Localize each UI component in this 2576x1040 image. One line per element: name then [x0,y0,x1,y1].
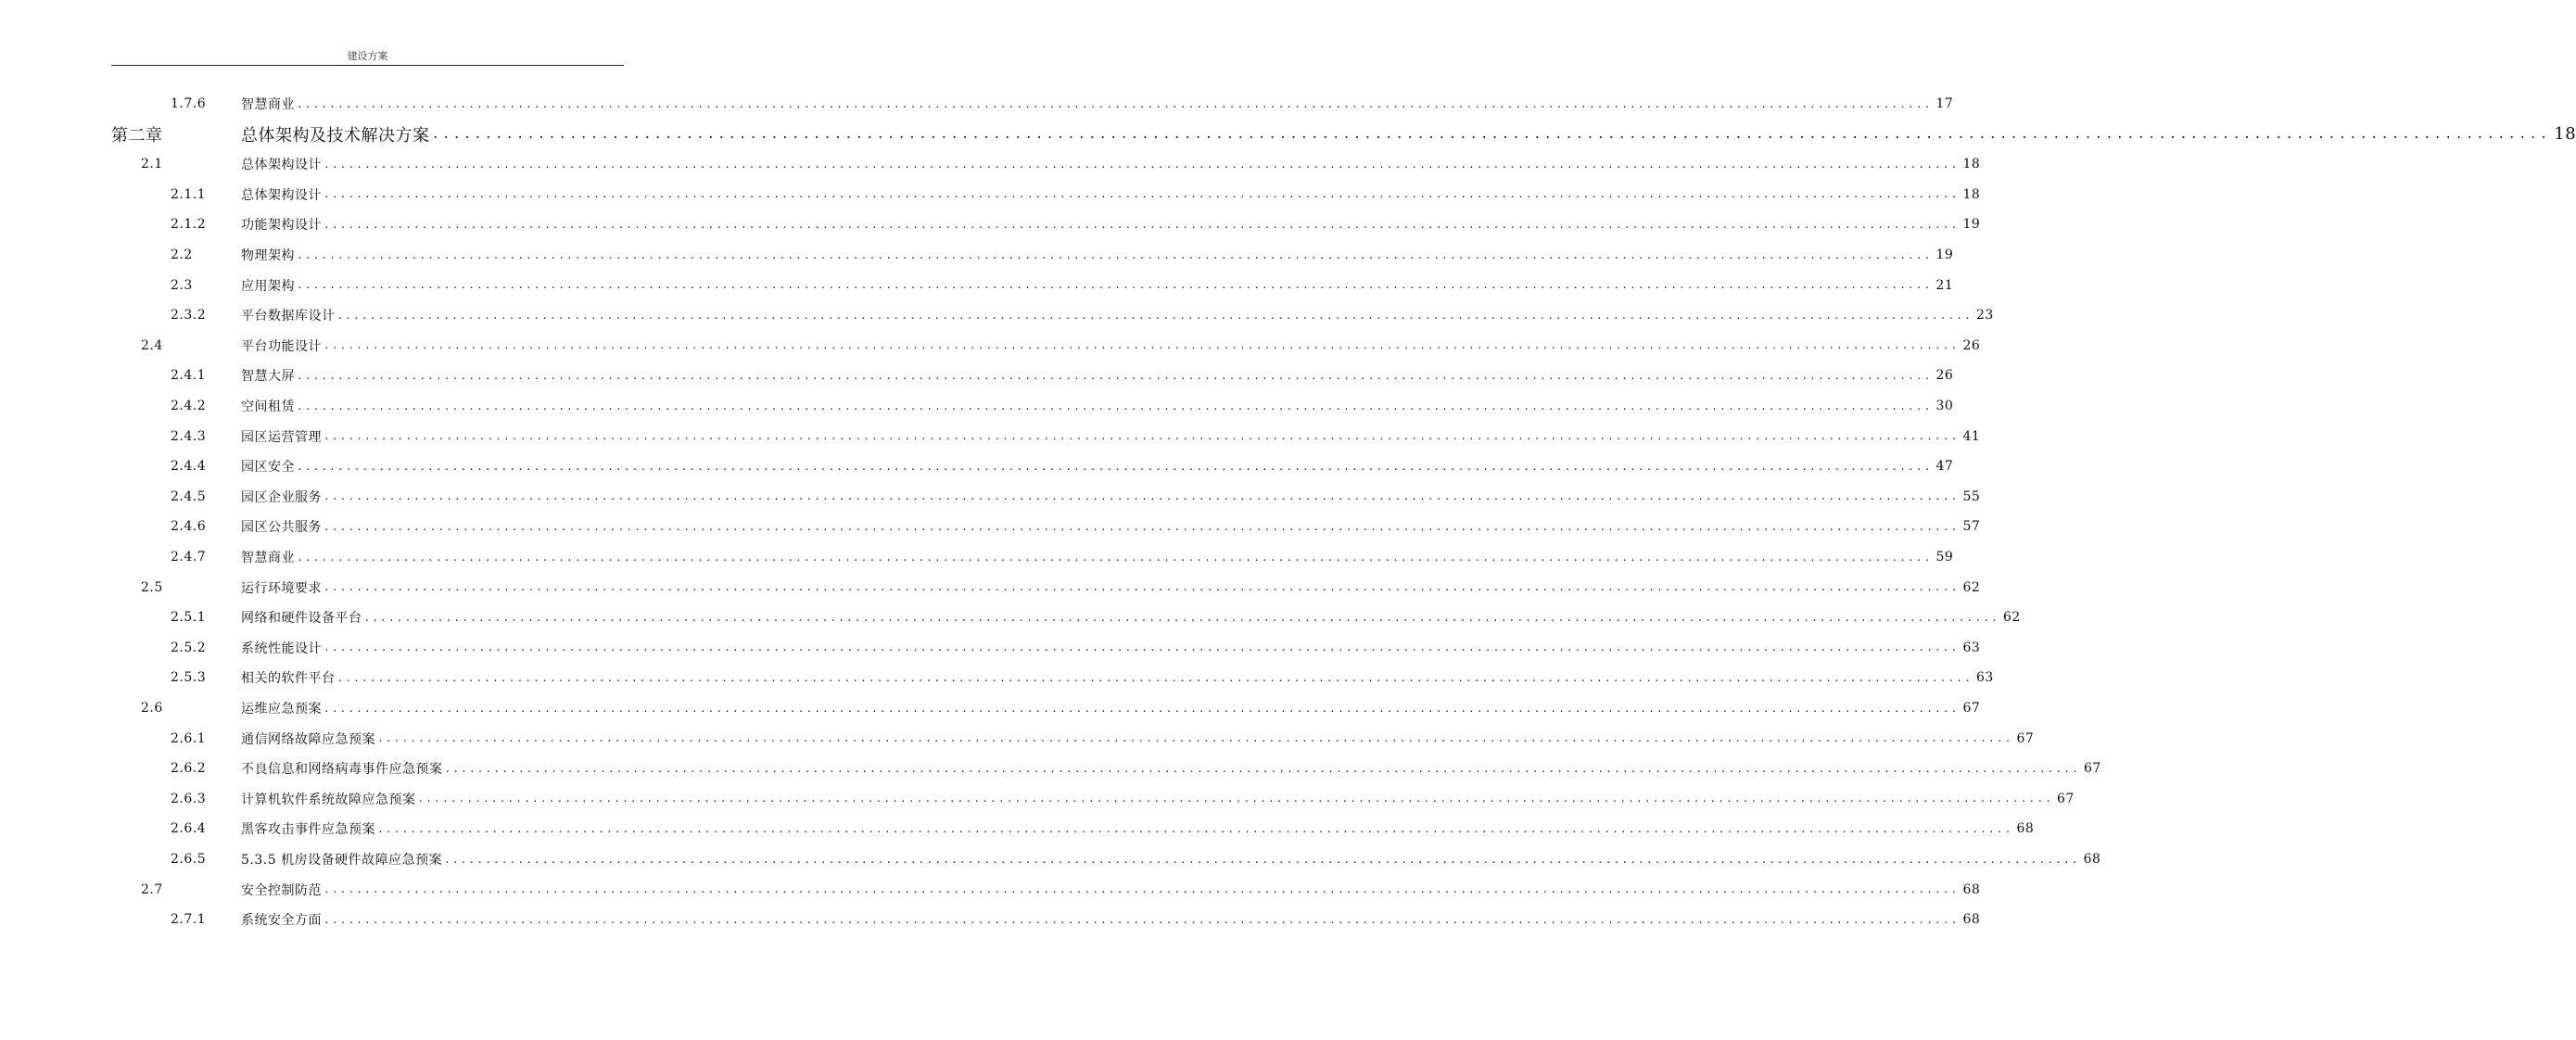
toc-entry-page-number: 17 [1935,96,1954,111]
dot-leader: ........................................................................................................................................................................................................ [377,822,2013,835]
dot-leader: ........................................................................................................................................................................................................ [363,611,2000,624]
toc-entry[interactable] [0,754,2101,783]
toc-entry-number: 2.5.1 [171,610,207,626]
dot-leader: ........................................................................................................................................................................................................ [324,430,1960,443]
toc-entry-page-number: 59 [1935,550,1954,564]
dot-leader: ........................................................................................................................................................................................................ [444,762,2081,775]
toc-entry-line [241,517,1981,536]
toc-entry-page-number: 26 [1962,337,1981,353]
toc-entry-title: 通信网络故障应急预案 [241,731,375,747]
toc-entry-page-number: 63 [1976,670,1994,686]
dot-leader: ........................................................................................................................................................................................................ [297,279,1933,292]
toc-entry-title: 安全控制防范 [241,882,322,898]
dot-leader: ........................................................................................................................................................................................................ [297,248,1933,261]
toc-entry-page-number: 19 [1962,217,1981,233]
toc-entry-page-number: 57 [1962,519,1981,535]
toc-entry-title: 黑客攻击事件应急预案 [241,822,375,838]
toc-entry-title: 系统安全方面 [241,913,322,929]
toc-entry-page-number: 55 [1962,488,1981,504]
toc-entry-line [241,819,2035,838]
dot-leader: ........................................................................................................................................................................................................ [336,309,1973,322]
toc-entry-page-number: 26 [1935,368,1954,384]
toc-entry-line [241,155,1981,173]
dot-leader: ........................................................................................................................................................................................................ [324,702,1960,715]
dot-leader: ........................................................................................................................................................................................................ [431,126,2551,142]
toc-entry-number: 2.4.6 [171,519,207,535]
toc-entry[interactable] [0,331,1981,361]
toc-entry[interactable] [0,693,1981,723]
toc-entry-title: 网络和硬件设备平台 [241,611,362,627]
toc-entry-line [241,881,1981,899]
toc-entry-number: 2.6 [141,701,163,716]
dot-leader: ........................................................................................................................................................................................................ [297,400,1933,412]
dot-leader: ........................................................................................................................................................................................................ [324,913,1960,926]
toc-entry[interactable] [0,875,1981,905]
toc-entry-title: 应用架构 [241,278,295,294]
toc-entry-number: 2.1 [141,157,163,172]
toc-chapter-entry[interactable] [0,120,2576,149]
toc-entry-page-number: 19 [1935,247,1954,262]
toc-entry-title: 总体架构设计 [241,158,322,173]
toc-entry-line [241,246,1954,264]
toc-entry-title: 相关的软件平台 [241,671,336,687]
dot-leader: ........................................................................................................................................................................................................ [324,339,1960,352]
dot-leader: ........................................................................................................................................................................................................ [324,218,1960,231]
toc-entry-number: 2.4.1 [171,368,207,384]
dot-leader: ........................................................................................................................................................................................................ [417,793,2054,805]
toc-entry-page-number: 23 [1976,308,1994,323]
toc-entry-page-number: 67 [2084,761,2101,777]
toc-entry-title: 智慧商业 [241,97,295,112]
toc-entry-line [241,276,1954,295]
dot-leader: ........................................................................................................................................................................................................ [297,551,1933,564]
toc-entry-line [241,185,1981,204]
toc-entry[interactable] [0,844,2101,874]
toc-entry-page-number: 67 [2016,730,2035,746]
toc-entry-page-number: 62 [1962,579,1981,595]
dot-leader: ........................................................................................................................................................................................................ [444,853,2080,866]
page-header: 建设方案 [347,50,388,62]
toc-entry[interactable] [0,180,1981,209]
dot-leader: ........................................................................................................................................................................................................ [297,369,1933,382]
toc-entry-title: 智慧大屏 [241,369,295,385]
toc-entry-number: 2.1.1 [171,186,207,202]
dot-leader: ........................................................................................................................................................................................................ [324,883,1960,896]
toc-entry-number: 2.3.2 [171,308,207,323]
dot-leader: ........................................................................................................................................................................................................ [324,641,1960,654]
dot-leader: ........................................................................................................................................................................................................ [324,158,1960,171]
toc-entry-title: 总体架构及技术解决方案 [241,125,430,146]
toc-entry-number: 2.4.7 [171,550,207,564]
toc-entry-number: 第二章 [111,125,163,146]
toc-entry-title: 总体架构设计 [241,187,322,203]
toc-entry-number: 2.2 [171,247,193,262]
toc-entry-number: 2.7.1 [171,912,207,928]
toc-entry-line [241,215,1981,234]
toc-entry-title: 物理架构 [241,248,295,263]
toc-entry-number: 2.5.3 [171,670,207,686]
toc-entry-page-number: 47 [1935,459,1954,475]
toc-entry-page-number: 68 [1962,912,1981,928]
toc-entry-number: 2.4 [141,337,163,353]
toc-entry-line [241,122,2576,146]
toc-entry[interactable] [0,271,1954,300]
toc-entry[interactable] [0,89,1954,119]
toc-entry[interactable] [0,482,1981,512]
toc-entry-line [241,397,1954,415]
dot-leader: ........................................................................................................................................................................................................ [297,460,1933,473]
toc-entry-number: 2.5.2 [171,640,207,655]
toc-entry-line [241,608,2021,627]
toc-entry-number: 2.4.2 [171,399,207,413]
toc-entry-number: 1.7.6 [171,96,207,111]
toc-entry-line [241,850,2101,869]
toc-entry-title: 5.3.5 机房设备硬件故障应急预案 [241,853,443,868]
toc-entry-line [241,366,1954,385]
toc-entry-line [241,578,1981,597]
toc-entry-line [241,910,1981,929]
toc-entry-line [241,668,1994,687]
dot-leader: ........................................................................................................................................................................................................ [324,520,1960,533]
toc-entry[interactable] [0,663,1994,692]
toc-entry-number: 2.6.4 [171,821,207,837]
toc-entry-number: 2.3 [171,277,193,293]
toc-entry-page-number: 30 [1935,399,1954,413]
toc-entry-page-number: 41 [1962,428,1981,444]
toc-entry-line [241,95,1954,113]
toc-entry[interactable] [0,602,2021,632]
toc-entry-number: 2.4.5 [171,488,207,504]
toc-entry-title: 系统性能设计 [241,640,322,656]
toc-entry-line [241,639,1981,657]
toc-entry-number: 2.6.2 [171,761,207,777]
toc-entry-page-number: 68 [1962,881,1981,897]
dot-leader: ........................................................................................................................................................................................................ [324,581,1960,594]
toc-entry-line [241,336,1981,355]
toc-entry-page-number: 68 [2083,852,2101,867]
header-rule [111,65,624,66]
toc-entry-title: 园区安全 [241,460,295,476]
toc-entry[interactable] [0,542,1954,572]
toc-entry[interactable] [0,784,2075,814]
toc-entry-page-number: 21 [1935,277,1954,293]
toc-entry[interactable] [0,905,1981,934]
toc-entry-number: 2.1.2 [171,217,207,233]
toc-entry[interactable] [0,300,1994,330]
toc-entry-line [241,759,2101,778]
toc-entry-title: 园区运营管理 [241,429,322,445]
toc-entry-title: 空间租赁 [241,400,295,414]
toc-entry-line [241,548,1954,566]
toc-entry-page-number: 68 [2016,821,2035,837]
toc-entry-page-number: 67 [1962,701,1981,716]
toc-entry-title: 功能架构设计 [241,218,322,234]
toc-entry-title: 平台数据库设计 [241,309,336,324]
toc-entry-line [241,488,1981,506]
toc-entry-title: 平台功能设计 [241,338,322,354]
dot-leader: ........................................................................................................................................................................................................ [324,490,1960,503]
toc-entry-page-number: 63 [1962,640,1981,655]
toc-entry-title: 计算机软件系统故障应急预案 [241,792,416,807]
toc-entry-title: 运维应急预案 [241,702,322,717]
dot-leader: ........................................................................................................................................................................................................ [324,188,1960,201]
dot-leader: ........................................................................................................................................................................................................ [336,671,1973,684]
toc-entry-number: 2.6.1 [171,730,207,746]
toc-entry-line [241,729,2035,748]
toc-entry-line [241,699,1981,717]
toc-entry-title: 运行环境要求 [241,580,322,596]
toc-entry[interactable] [0,361,1954,390]
toc-entry[interactable] [0,209,1981,239]
toc-entry-title: 园区公共服务 [241,520,322,536]
toc-entry-line [241,427,1981,446]
toc-entry[interactable] [0,512,1981,541]
toc-entry[interactable] [0,633,1981,663]
toc-entry-page-number: 62 [2003,610,2021,626]
toc-entry-number: 2.4.3 [171,428,207,444]
toc-entry[interactable] [0,814,2035,843]
toc-entry-title: 智慧商业 [241,551,295,565]
toc-entry-number: 2.6.3 [171,791,207,806]
toc-entry-page-number: 18 [2554,124,2576,145]
dot-leader: ........................................................................................................................................................................................................ [297,97,1933,110]
toc-entry-number: 2.6.5 [171,852,207,867]
toc-entry-line [241,790,2075,808]
toc-entry[interactable] [0,724,2035,754]
dot-leader: ........................................................................................................................................................................................................ [377,732,2013,745]
toc-entry[interactable] [0,573,1981,602]
toc-entry-number: 2.4.4 [171,459,207,475]
toc-entry-title: 园区企业服务 [241,489,322,505]
toc-entry-number: 2.7 [141,881,163,897]
toc-entry-number: 2.5 [141,579,163,595]
toc-entry-page-number: 67 [2057,791,2075,806]
toc-entry[interactable] [0,240,1954,270]
toc-entry[interactable] [0,451,1954,481]
toc-entry[interactable] [0,149,1981,179]
toc-entry[interactable] [0,422,1981,451]
toc-entry-page-number: 18 [1962,186,1981,202]
toc-entry-title: 不良信息和网络病毒事件应急预案 [241,762,443,778]
toc-entry-line [241,306,1994,324]
toc-entry-page-number: 18 [1962,157,1981,172]
toc-entry-line [241,457,1954,476]
toc-entry[interactable] [0,391,1954,421]
